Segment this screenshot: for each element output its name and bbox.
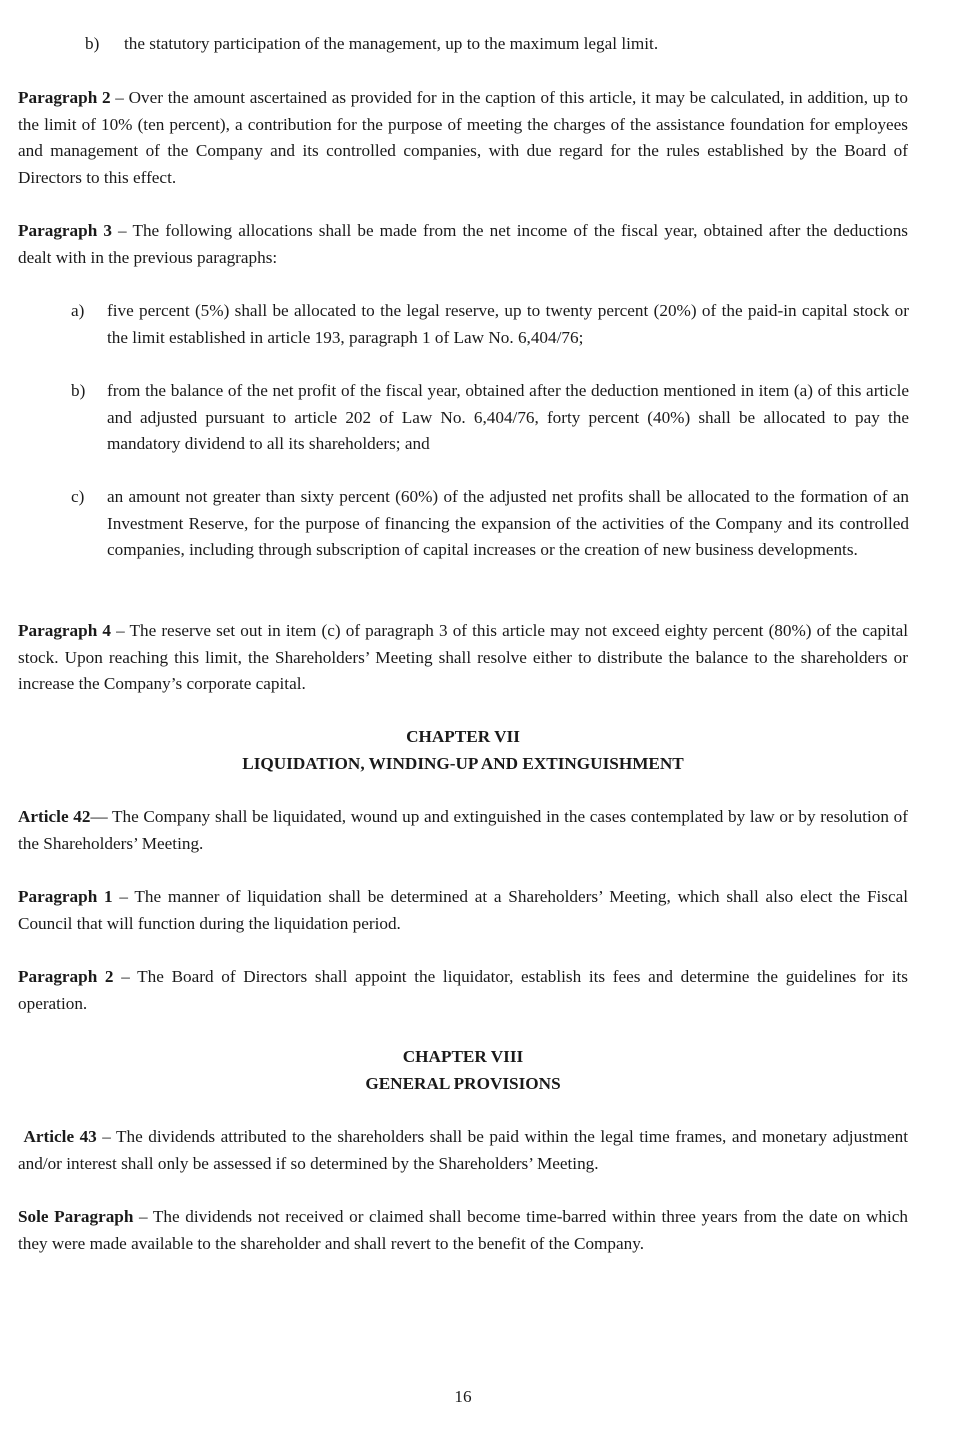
article-text: – The dividends attributed to the shareholders shall be paid within the legal time frames, and monetary adjustment and/or interest shall only be assessed if so determined by the Shareholders’ Meeting. bbox=[18, 1127, 908, 1173]
list-marker: a) bbox=[71, 301, 85, 320]
paragraph-4 bbox=[18, 618, 908, 698]
list-item-text: five percent (5%) shall be allocated to the legal reserve, up to twenty percent (20%) of the paid-in capital stock or the limit established in article 193, paragraph 1 of Law No. 6,404/76; bbox=[107, 301, 909, 347]
paragraph-text: – The dividends not received or claimed shall become time-barred within three years from the date on which they were made available to the shareholder and shall revert to the benefit of the Company. bbox=[18, 1207, 908, 1253]
list-marker: c) bbox=[71, 487, 85, 506]
article-text: — The Company shall be liquidated, wound up and extinguished in the cases contemplated by law or by resolution of the Shareholders’ Meeting. bbox=[18, 807, 908, 853]
paragraph-text: – Over the amount ascertained as provided for in the caption of this article, it may be calculated, in addition, up to the limit of 10% (ten percent), a contribution for the purpose of meeting the charges of the assistance foundation for employees and management of the Company and its controlled companies, with due regard for the rules established by the Board of Directors to this effect. bbox=[18, 88, 908, 188]
list-item-b bbox=[71, 378, 909, 458]
paragraph-text: – The reserve set out in item (c) of paragraph 3 of this article may not exceed eighty percent (80%) of the capital stock. Upon reaching this limit, the Shareholders’ Meeting shall resolve either to distribute the balance to the shareholders or increase the Company’s corporate capital. bbox=[18, 621, 909, 694]
list-item-text: an amount not greater than sixty percent (60%) of the adjusted net profits shall be allocated to the formation of an Investment Reserve, for the purpose of financing the expansion of the activities of the Company and its controlled companies, including through subscription of capital increases or the creation of new business developments. bbox=[107, 487, 909, 560]
list-marker: b) bbox=[71, 381, 86, 400]
list-item-b-top bbox=[85, 31, 885, 58]
paragraph-text: – The following allocations shall be made from the net income of the fiscal year, obtained after the deductions dealt with in the previous paragraphs: bbox=[18, 221, 908, 267]
chapter-8-title: GENERAL PROVISIONS bbox=[365, 1074, 561, 1093]
article-42-paragraph-1 bbox=[18, 884, 908, 937]
paragraph-label: Sole Paragraph bbox=[18, 1207, 134, 1226]
article-42-paragraph-2 bbox=[18, 964, 908, 1017]
article-43 bbox=[18, 1124, 908, 1177]
chapter-7-number: CHAPTER VII bbox=[406, 727, 520, 746]
paragraph-3 bbox=[18, 218, 908, 271]
sole-paragraph bbox=[18, 1204, 908, 1257]
chapter-7-title: LIQUIDATION, WINDING-UP AND EXTINGUISHMENT bbox=[242, 754, 684, 773]
paragraph-text: – The manner of liquidation shall be determined at a Shareholders’ Meeting, which shall also elect the Fiscal Council that will function during the liquidation period. bbox=[18, 887, 908, 933]
paragraph-label: Paragraph 3 bbox=[18, 221, 112, 240]
paragraph-label: Paragraph 2 bbox=[18, 967, 114, 986]
list-item-a bbox=[71, 298, 909, 351]
page-number: 16 bbox=[454, 1387, 472, 1406]
paragraph-text: – The Board of Directors shall appoint the liquidator, establish its fees and determine the guidelines for its operation. bbox=[18, 967, 908, 1013]
paragraph-2 bbox=[18, 85, 908, 192]
paragraph-label: Paragraph 4 bbox=[18, 621, 111, 640]
article-42 bbox=[18, 804, 908, 857]
list-marker: b) bbox=[85, 34, 100, 53]
chapter-8-number: CHAPTER VIII bbox=[402, 1047, 524, 1066]
article-label: Article 43 bbox=[23, 1127, 97, 1146]
list-item-c bbox=[71, 484, 909, 564]
list-item-text: from the balance of the net profit of the fiscal year, obtained after the deduction mentioned in item (a) of this article and adjusted pursuant to article 202 of Law No. 6,404/76, forty percent (40%) shall be allocated to pay the mandatory dividend to all its shareholders; and bbox=[107, 381, 909, 454]
article-label: Article 42 bbox=[18, 807, 91, 826]
paragraph-label: Paragraph 1 bbox=[18, 887, 113, 906]
list-item-text: the statutory participation of the management, up to the maximum legal limit. bbox=[124, 34, 659, 53]
paragraph-label: Paragraph 2 bbox=[18, 88, 111, 107]
